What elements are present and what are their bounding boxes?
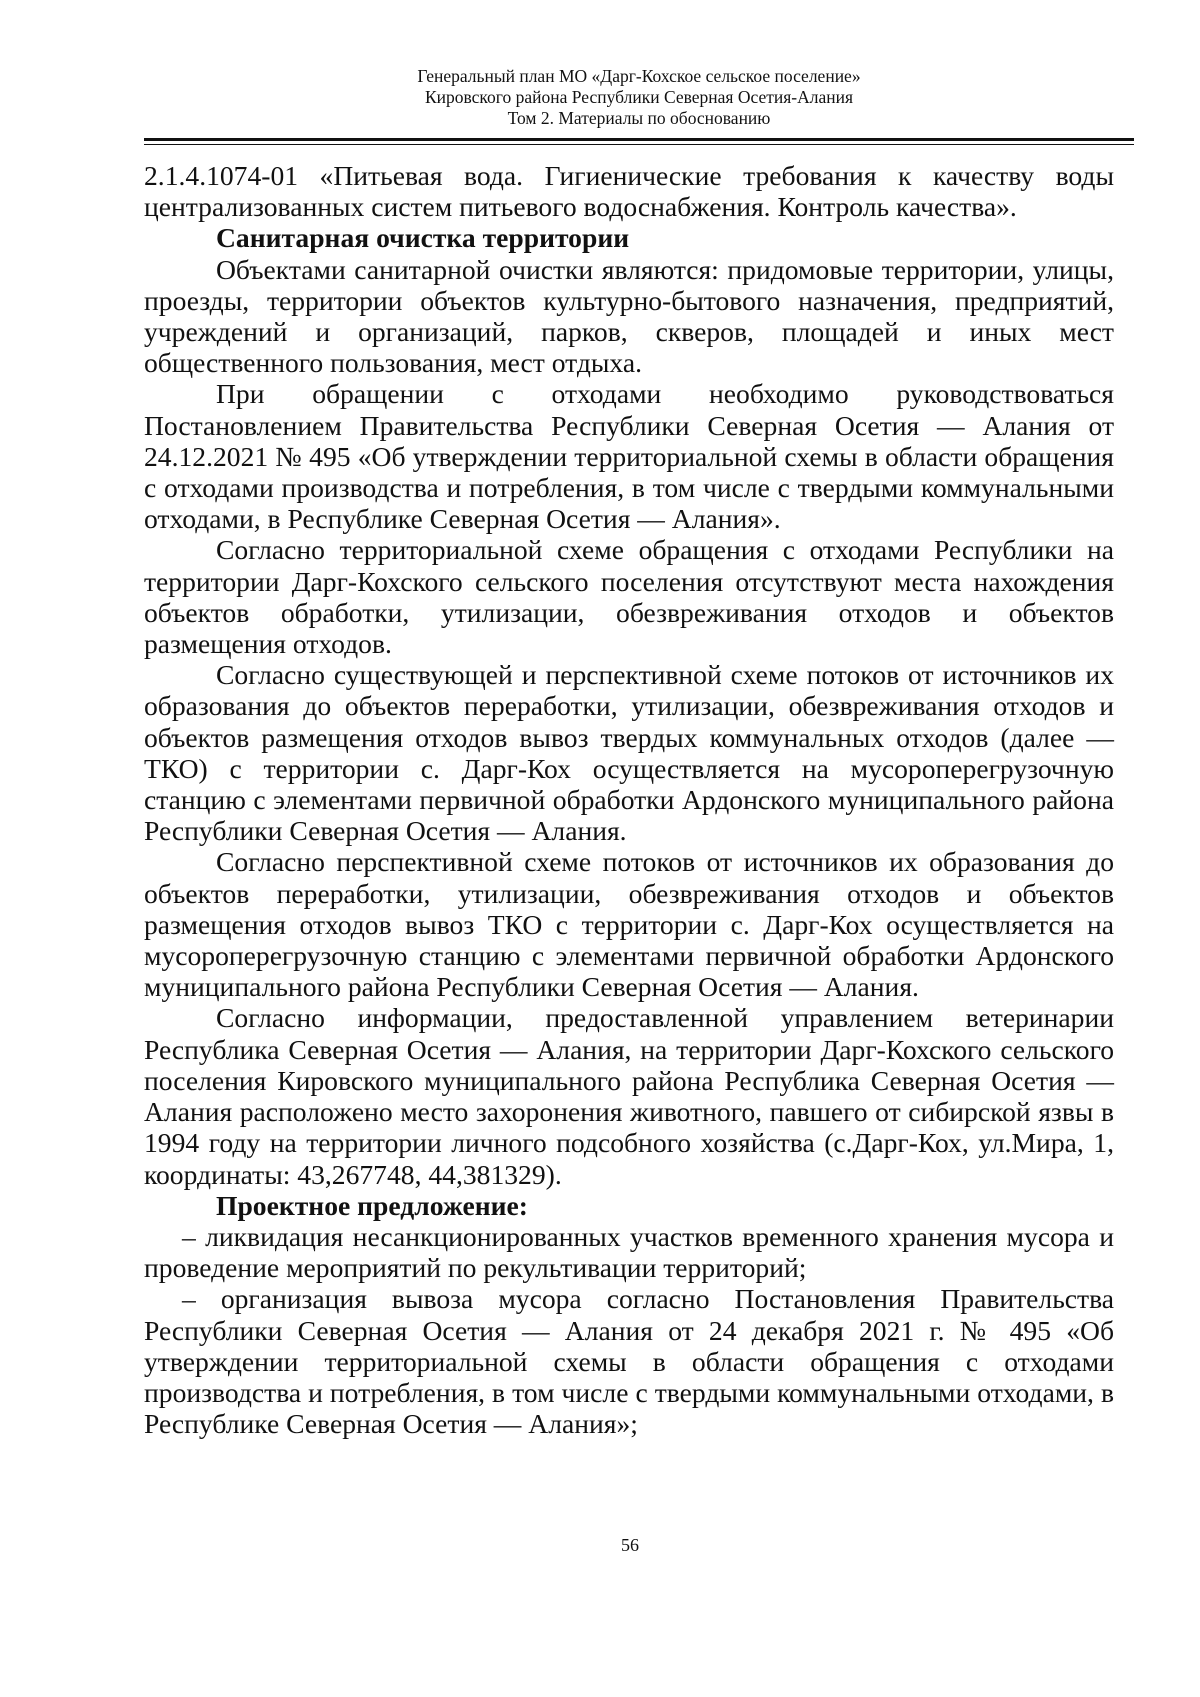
paragraph-veterinary-burial-site: Согласно информации, предоставленной управлением ветеринарии Республика Северная Осетия — Алания, на территории Дарг-Кохского сельского поселения Кировского муниципального района Республика Северная Осетия — Алания расположено место захоронения животного, павшего от сибирской язвы в 1994 году на территории личного подсобного хозяйства (с.Дарг-Кох, ул.Мира, 1, координаты: 43,267748, 44,381329). bbox=[144, 1002, 1114, 1190]
paragraph-existing-waste-flows: Согласно существующей и перспективной схеме потоков от источников их образования до объектов переработки, утилизации, обезвреживания отходов и объектов размещения отходов вывоз твердых коммунальных отходов (далее — ТКО) с территории с. Дарг-Кох осуществляется на мусороперегрузочную станцию с элементами первичной обработки Ардонского муниципального района Республики Северная Осетия — Алания. bbox=[144, 659, 1114, 847]
header-line-plan-title: Генеральный план МО «Дарг-Кохское сельское поселение» bbox=[417, 66, 861, 86]
paragraph-continuation: 2.1.4.1074-01 «Питьевая вода. Гигиенические требования к качеству воды централизованных систем питьевого водоснабжения. Контроль качества». bbox=[144, 160, 1114, 223]
list-item-liquidation: – ликвидация несанкционированных участков временного хранения мусора и проведение мероприятий по рекультивации территорий; bbox=[144, 1220, 1114, 1284]
paragraph-cleaning-objects: Объектами санитарной очистки являются: придомовые территории, улицы, проезды, территории объектов культурно-бытового назначения, предприятий, учреждений и организаций, парков, скверов, площадей и иных мест общественного пользования, мест отдыха. bbox=[144, 253, 1114, 379]
header-line-district: Кировского района Республики Северная Осетия-Алания bbox=[424, 87, 854, 107]
page-body bbox=[144, 160, 1114, 1439]
paragraph-waste-regulation: При обращении с отходами необходимо руководствоваться Постановлением Правительства Республики Северная Осетия — Алания от 24.12.2021 № 495 «Об утверждении территориальной схемы в области обращения с отходами производства и потребления, в том числе с твердыми коммунальными отходами, в Республике Северная Осетия — Алания». bbox=[144, 378, 1114, 535]
header-rule-thin bbox=[144, 144, 1134, 145]
list-item-waste-removal: – организация вывоза мусора согласно Постановления Правительства Республики Северная Осетия — Алания от 24 декабря 2021 г. № 495 «Об утверждении территориальной схемы в области обращения с отходами производства и потребления, в том числе с твердыми коммунальными отходами, в Республике Северная Осетия — Алания»; bbox=[144, 1283, 1114, 1440]
header-line-volume: Том 2. Материалы по обоснованию bbox=[507, 108, 771, 128]
running-header bbox=[144, 66, 1134, 129]
header-rule-thick bbox=[144, 138, 1134, 141]
heading-sanitary-cleaning: Санитарная очистка территории bbox=[216, 222, 630, 254]
paragraph-future-waste-flows: Согласно перспективной схеме потоков от источников их образования до объектов переработки, утилизации, обезвреживания отходов и объектов размещения отходов вывоз ТКО с территории с. Дарг-Кох осуществляется на мусороперегрузочную станцию с элементами первичной обработки Ардонского муниципального района Республики Северная Осетия — Алания. bbox=[144, 846, 1114, 1003]
paragraph-territorial-scheme: Согласно территориальной схеме обращения с отходами Республики на территории Дарг-Кохского сельского поселения отсутствуют места нахождения объектов обработки, утилизации, обезвреживания отходов и объектов размещения отходов. bbox=[144, 534, 1114, 660]
page-number: 56 bbox=[621, 1535, 639, 1555]
heading-project-proposal: Проектное предложение: bbox=[216, 1189, 528, 1221]
